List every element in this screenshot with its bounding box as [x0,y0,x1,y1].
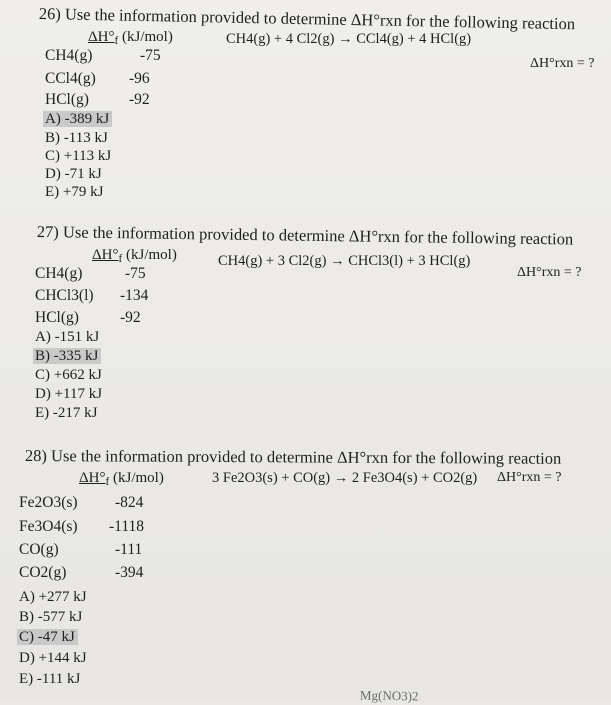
compound-name: CH4(g) [35,265,83,282]
compound-row [45,70,150,88]
dh-symbol: ΔH° [92,247,119,263]
compound-row [19,541,143,559]
reaction-equation: 3 Fe2O3(s) + CO(g) → 2 Fe3O4(s) + CO2(g) [212,470,478,486]
reaction-equation: CH4(g) + 3 Cl2(g) → CHCl3(l) + 3 HCl(g) [218,253,471,269]
answer-option-c[interactable]: C) +113 kJ [45,148,112,164]
reaction-equation: CH4(g) + 4 Cl2(g) → CCl4(g) + 4 HCl(g) [226,31,472,47]
compound-name: HCl(g) [45,91,89,108]
compound-row [35,287,149,305]
dh-subscript: f [114,35,119,47]
answer-option-b[interactable] [35,348,101,365]
compound-name: HCl(g) [35,309,79,326]
compound-value: -96 [129,70,150,87]
compound-row [35,265,146,283]
answer-option-c[interactable] [19,629,78,646]
answer-option-a[interactable] [45,111,112,128]
compound-value: -92 [129,91,150,108]
dh-symbol: ΔH° [79,470,106,486]
compound-name: Fe3O4(s) [19,518,78,535]
compound-name: CO(g) [19,541,59,558]
compound-name: Fe2O3(s) [19,494,78,511]
compound-name: CH4(g) [45,47,93,64]
enthalpy-header [92,247,177,264]
dh-unit: (kJ/mol) [109,470,164,486]
question-title: 26) Use the information provided to determine ΔH°rxn for the following reaction [38,4,576,34]
compound-row [19,564,144,582]
compound-row [45,91,150,109]
dh-subscript: f [118,253,123,265]
compound-row [35,309,141,327]
compound-value: -1118 [109,518,145,535]
answer-option-e[interactable]: E) -217 kJ [35,405,98,421]
dh-rxn-label: ΔH°rxn = ? [517,265,582,280]
answer-option-e[interactable]: E) +79 kJ [45,184,104,200]
compound-value: -111 [115,541,143,558]
answer-option-c[interactable]: C) +662 kJ [35,367,102,383]
compound-value: -75 [125,265,146,282]
compound-value: -394 [115,564,144,581]
answer-option-d[interactable]: D) +144 kJ [19,650,87,666]
dh-rxn-label: ΔH°rxn = ? [530,56,595,71]
compound-row [19,518,145,536]
question-title: 28) Use the information provided to determine ΔH°rxn for the following reaction [24,446,562,468]
compound-name: CO2(g) [19,564,67,581]
answer-option-a[interactable]: A) +277 kJ [19,589,87,605]
compound-name: CHCl3(l) [35,287,94,304]
answer-option-b[interactable]: B) -113 kJ [45,130,108,146]
compound-row [19,494,144,512]
dh-rxn-label: ΔH°rxn = ? [497,470,562,485]
compound-value: -75 [140,47,161,64]
answer-option-d[interactable]: D) +117 kJ [35,386,103,402]
compound-value: -92 [120,309,141,326]
answer-option-d[interactable]: D) -71 kJ [45,166,102,182]
enthalpy-header [79,470,164,487]
selected-highlight: A) -389 kJ [43,111,112,127]
dh-unit: (kJ/mol) [118,29,173,45]
compound-row [45,47,161,65]
compound-name: CCl4(g) [45,70,96,87]
dh-subscript: f [105,476,110,488]
cut-off-footer-text: Mg(NO3)2 [359,687,419,704]
dh-symbol: ΔH° [88,29,115,45]
question-title: 27) Use the information provided to determine ΔH°rxn for the following reaction [36,222,574,249]
answer-option-a[interactable]: A) -151 kJ [35,329,100,345]
selected-highlight: B) -335 kJ [33,348,101,364]
dh-unit: (kJ/mol) [122,247,177,263]
enthalpy-header [88,29,173,46]
answer-option-b[interactable]: B) -577 kJ [19,609,83,625]
answer-option-e[interactable]: E) -111 kJ [19,671,81,687]
selected-highlight: C) -47 kJ [17,629,78,645]
compound-value: -134 [120,287,149,304]
compound-value: -824 [115,494,144,511]
